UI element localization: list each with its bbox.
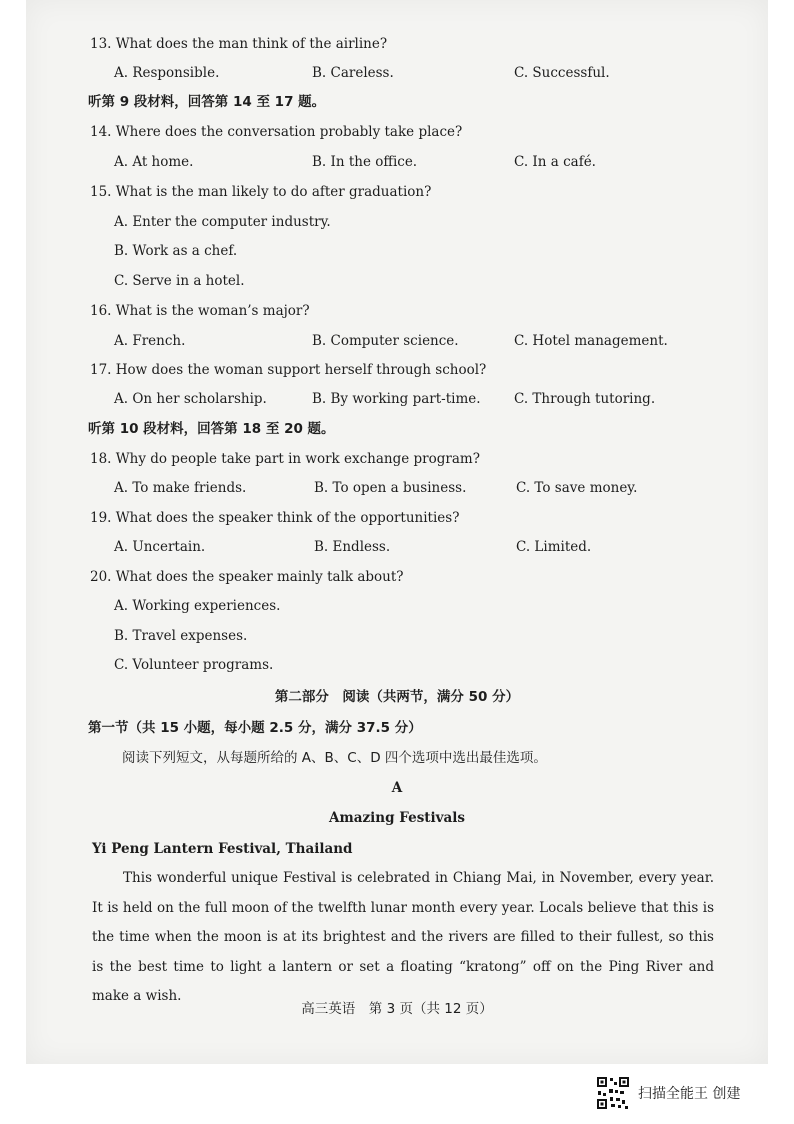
passage-paragraph: This wonderful unique Festival is celebrated in Chiang Mai, in November, every year. It is held on the full moon of the twelfth lunar month every year. Locals believe that this is the time when the moon is at its brightest and the rivers are filled to their fullest, so this is the best time to light a lantern or set a floating “kratong” off on the Ping River and make a wish.	[92, 870, 714, 1004]
question-14-stem: 14. Where does the conversation probably take place?	[90, 124, 463, 140]
question-15-option-a: A. Enter the computer industry.	[114, 214, 331, 230]
question-16-option-c: C. Hotel management.	[514, 333, 668, 349]
reading-directions: 阅读下列短文，从每题所给的 A、B、C、D 四个选项中选出最佳选项。	[122, 750, 547, 766]
passage-letter: A	[391, 780, 403, 796]
question-15-stem: 15. What is the man likely to do after graduation?	[90, 184, 432, 200]
question-14-option-b: B. In the office.	[312, 154, 418, 170]
question-16-option-b: B. Computer science.	[312, 333, 459, 349]
question-18-option-c: C. To save money.	[516, 480, 638, 496]
question-19-stem: 19. What does the speaker think of the opportunities?	[90, 510, 460, 526]
question-19-option-b: B. Endless.	[314, 539, 391, 555]
question-17-stem: 17. How does the woman support herself through school?	[90, 362, 487, 378]
question-20-option-c: C. Volunteer programs.	[114, 657, 274, 673]
scanner-label: 扫描全能王 创建	[638, 1086, 741, 1102]
part-2-title: 第二部分 阅读（共两节，满分 50 分）	[274, 689, 520, 705]
section-1-heading: 第一节（共 15 小题，每小题 2.5 分，满分 37.5 分）	[88, 720, 422, 736]
question-17-option-a: A. On her scholarship.	[114, 391, 267, 407]
question-14-option-c: C. In a café.	[514, 154, 596, 170]
question-13-option-b: B. Careless.	[312, 65, 394, 81]
question-18-option-a: A. To make friends.	[114, 480, 247, 496]
question-13-option-c: C. Successful.	[514, 65, 610, 81]
question-17-option-c: C. Through tutoring.	[514, 391, 656, 407]
material-9-instruction: 听第 9 段材料，回答第 14 至 17 题。	[88, 94, 326, 110]
question-20-option-a: A. Working experiences.	[114, 598, 281, 614]
question-16-option-a: A. French.	[114, 333, 186, 349]
question-19-option-a: A. Uncertain.	[114, 539, 206, 555]
qr-code-icon	[596, 1076, 630, 1110]
question-16-stem: 16. What is the woman’s major?	[90, 303, 310, 319]
question-17-option-b: B. By working part-time.	[312, 391, 481, 407]
scanner-watermark	[596, 1076, 740, 1110]
question-14-option-a: A. At home.	[114, 154, 194, 170]
question-19-option-c: C. Limited.	[516, 539, 592, 555]
question-13-option-a: A. Responsible.	[114, 65, 220, 81]
question-18-stem: 18. Why do people take part in work exchange program?	[90, 451, 480, 467]
question-20-option-b: B. Travel expenses.	[114, 628, 248, 644]
question-13-stem: 13. What does the man think of the airline?	[90, 36, 388, 52]
material-10-instruction: 听第 10 段材料，回答第 18 至 20 题。	[88, 421, 335, 437]
question-20-stem: 20. What does the speaker mainly talk about?	[90, 569, 404, 585]
page-footer: 高三英语 第 3 页（共 12 页）	[301, 1001, 493, 1017]
question-15-option-c: C. Serve in a hotel.	[114, 273, 245, 289]
passage-title: Amazing Festivals	[329, 810, 465, 826]
question-18-option-b: B. To open a business.	[314, 480, 467, 496]
question-15-option-b: B. Work as a chef.	[114, 243, 238, 259]
passage-subheading: Yi Peng Lantern Festival, Thailand	[92, 841, 353, 857]
